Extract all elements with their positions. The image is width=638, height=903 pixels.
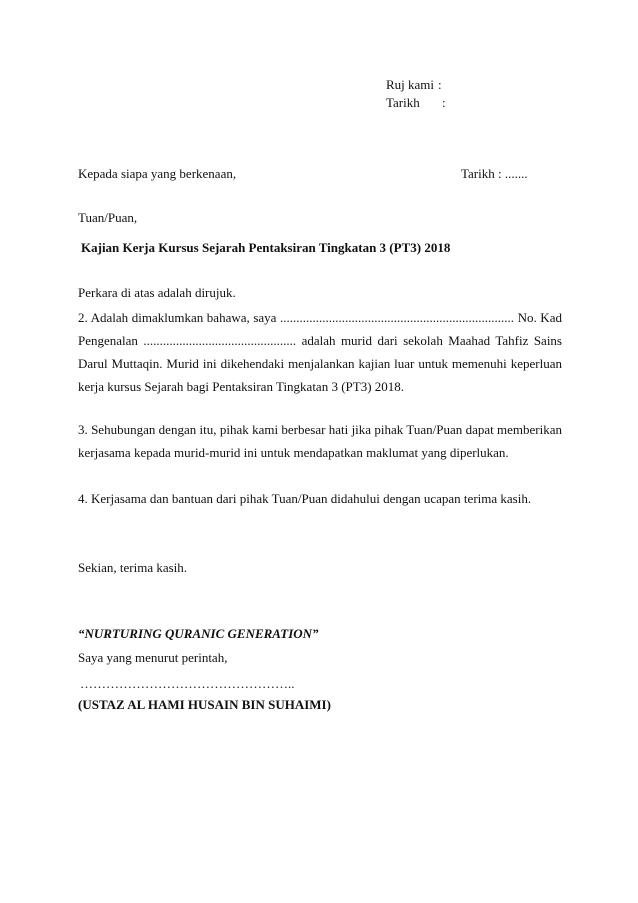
paragraph-4: 4. Kerjasama dan bantuan dari pihak Tuan/Puan didahului dengan ucapan terima kasih. <box>78 491 532 506</box>
motto: “NURTURING QURANIC GENERATION” <box>78 626 319 641</box>
paragraph-2-line-3: Darul Muttaqin. Murid ini dikehendaki menjalankan kajian luar untuk memenuhi keperluan <box>78 356 562 371</box>
paragraph-3-line-2: kerjasama kepada murid-murid ini untuk mendapatkan maklumat yang diperlukan. <box>78 445 509 460</box>
paragraph-3-line-1: 3. Sehubungan dengan itu, pihak kami berbesar hati jika pihak Tuan/Puan dapat memberikan <box>78 422 563 437</box>
paragraph-2-line-1: 2. Adalah dimaklumkan bahawa, saya ........................................................................ No. Kad <box>78 310 562 325</box>
recipient-date: Tarikh : ....... <box>461 166 528 181</box>
salutation: Tuan/Puan, <box>78 210 138 225</box>
tarikh-row <box>386 95 446 113</box>
ruj-kami-separator: : <box>438 77 442 92</box>
ruj-kami-row <box>386 77 446 95</box>
tarikh-separator: : <box>442 95 446 110</box>
tarikh-label: Tarikh <box>386 95 420 110</box>
recipient: Kepada siapa yang berkenaan, <box>78 166 237 181</box>
subject-heading: Kajian Kerja Kursus Sejarah Pentaksiran Tingkatan 3 (PT3) 2018 <box>81 240 451 255</box>
reference-line: Perkara di atas adalah dirujuk. <box>78 285 236 300</box>
paragraph-2-line-4: kerja kursus Sejarah bagi Pentaksiran Tingkatan 3 (PT3) 2018. <box>78 379 405 394</box>
closing: Sekian, terima kasih. <box>78 560 188 575</box>
paragraph-2-line-2: Pengenalan ............................................... adalah murid dari sekolah Maahad Tahfiz Sains <box>78 333 562 348</box>
obey-line: Saya yang menurut perintah, <box>78 650 228 665</box>
paragraph-2 <box>78 310 562 402</box>
ruj-kami-label: Ruj kami <box>386 77 435 92</box>
signature-line: ………………………………………….. <box>80 676 295 691</box>
reference-block <box>386 77 446 113</box>
paragraph-3 <box>78 422 562 468</box>
signatory-name: (USTAZ AL HAMI HUSAIN BIN SUHAIMI) <box>78 697 331 712</box>
